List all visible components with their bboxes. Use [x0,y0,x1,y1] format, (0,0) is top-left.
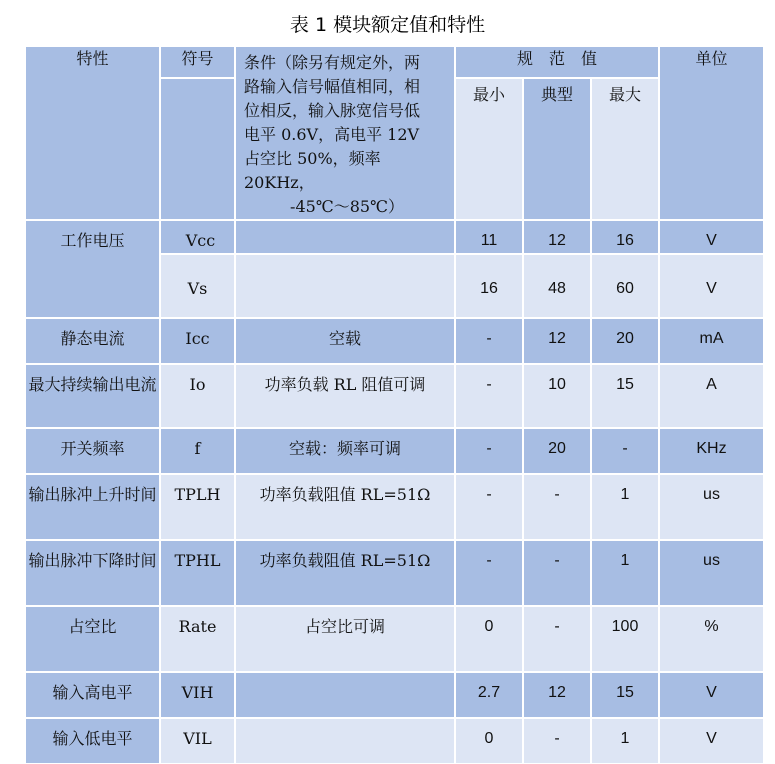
row-min: 2.7 [455,672,523,718]
row-unit: % [659,606,764,672]
row-min: 11 [455,220,523,254]
row-max: 1 [591,540,659,606]
row-condition: 功率负载 RL 阻值可调 [235,364,455,428]
row-feature: 占空比 [25,606,160,672]
row-min: 16 [455,254,523,318]
row-symbol: TPLH [160,474,235,540]
row-condition [235,718,455,764]
row-condition [235,672,455,718]
row-condition: 空载：频率可调 [235,428,455,474]
row-feature: 最大持续输出电流 [25,364,160,428]
condition-line: -45℃～85℃） [290,197,404,216]
row-typ: 48 [523,254,591,318]
row-max: 16 [591,220,659,254]
row-symbol: VIL [160,718,235,764]
row-max: 100 [591,606,659,672]
row-typ: 12 [523,220,591,254]
row-unit: us [659,540,764,606]
row-max: 1 [591,474,659,540]
row-max: 15 [591,672,659,718]
condition-line: 电平 0.6V，高电平 12V [244,125,420,144]
row-feature: 输入高电平 [25,672,160,718]
row-max: 1 [591,718,659,764]
row-symbol: Vcc [160,220,235,254]
row-symbol: TPHL [160,540,235,606]
row-symbol: Vs [160,254,235,318]
row-max: - [591,428,659,474]
row-symbol: f [160,428,235,474]
header-typ: 典型 [523,78,591,220]
row-typ: - [523,718,591,764]
row-feature: 开关频率 [25,428,160,474]
row-unit: V [659,672,764,718]
row-min: - [455,428,523,474]
row-symbol: Io [160,364,235,428]
header-symbol-blank [160,78,235,220]
header-unit: 单位 [659,46,764,220]
header-symbol: 符号 [160,46,235,78]
condition-line: 占空比 50%，频率 20KHz， [244,149,381,192]
row-typ: - [523,606,591,672]
header-spec: 规 范 值 [455,46,659,78]
row-unit: V [659,718,764,764]
header-max: 最大 [591,78,659,220]
condition-line: 条件（除另有规定外，两 [244,53,421,72]
row-condition: 空载 [235,318,455,364]
row-typ: 10 [523,364,591,428]
row-condition: 功率负载阻值 RL=51Ω [235,540,455,606]
row-feature: 静态电流 [25,318,160,364]
spec-table [25,46,764,764]
row-unit: KHz [659,428,764,474]
row-feature: 输出脉冲下降时间 [25,540,160,606]
header-condition [235,46,455,220]
row-feature: 输入低电平 [25,718,160,764]
row-feature: 工作电压 [25,220,160,318]
header-min: 最小 [455,78,523,220]
row-unit: V [659,254,764,318]
row-min: - [455,540,523,606]
row-max: 60 [591,254,659,318]
row-condition [235,254,455,318]
row-min: 0 [455,718,523,764]
row-typ: 12 [523,672,591,718]
row-min: - [455,318,523,364]
table-title: 表 1 模块额定值和特性 [289,14,486,36]
row-unit: mA [659,318,764,364]
condition-line: 位相反，输入脉宽信号低 [244,101,421,120]
row-min: - [455,364,523,428]
row-unit: V [659,220,764,254]
row-symbol: Rate [160,606,235,672]
row-max: 15 [591,364,659,428]
row-unit: us [659,474,764,540]
row-typ: 12 [523,318,591,364]
condition-line: 路输入信号幅值相同，相 [244,77,421,96]
row-condition: 功率负载阻值 RL=51Ω [235,474,455,540]
row-condition [235,220,455,254]
row-typ: - [523,540,591,606]
row-typ: - [523,474,591,540]
row-symbol: Icc [160,318,235,364]
row-symbol: VIH [160,672,235,718]
row-condition: 占空比可调 [235,606,455,672]
row-min: 0 [455,606,523,672]
header-feature: 特性 [25,46,160,220]
row-typ: 20 [523,428,591,474]
row-min: - [455,474,523,540]
row-feature: 输出脉冲上升时间 [25,474,160,540]
row-max: 20 [591,318,659,364]
row-unit: A [659,364,764,428]
